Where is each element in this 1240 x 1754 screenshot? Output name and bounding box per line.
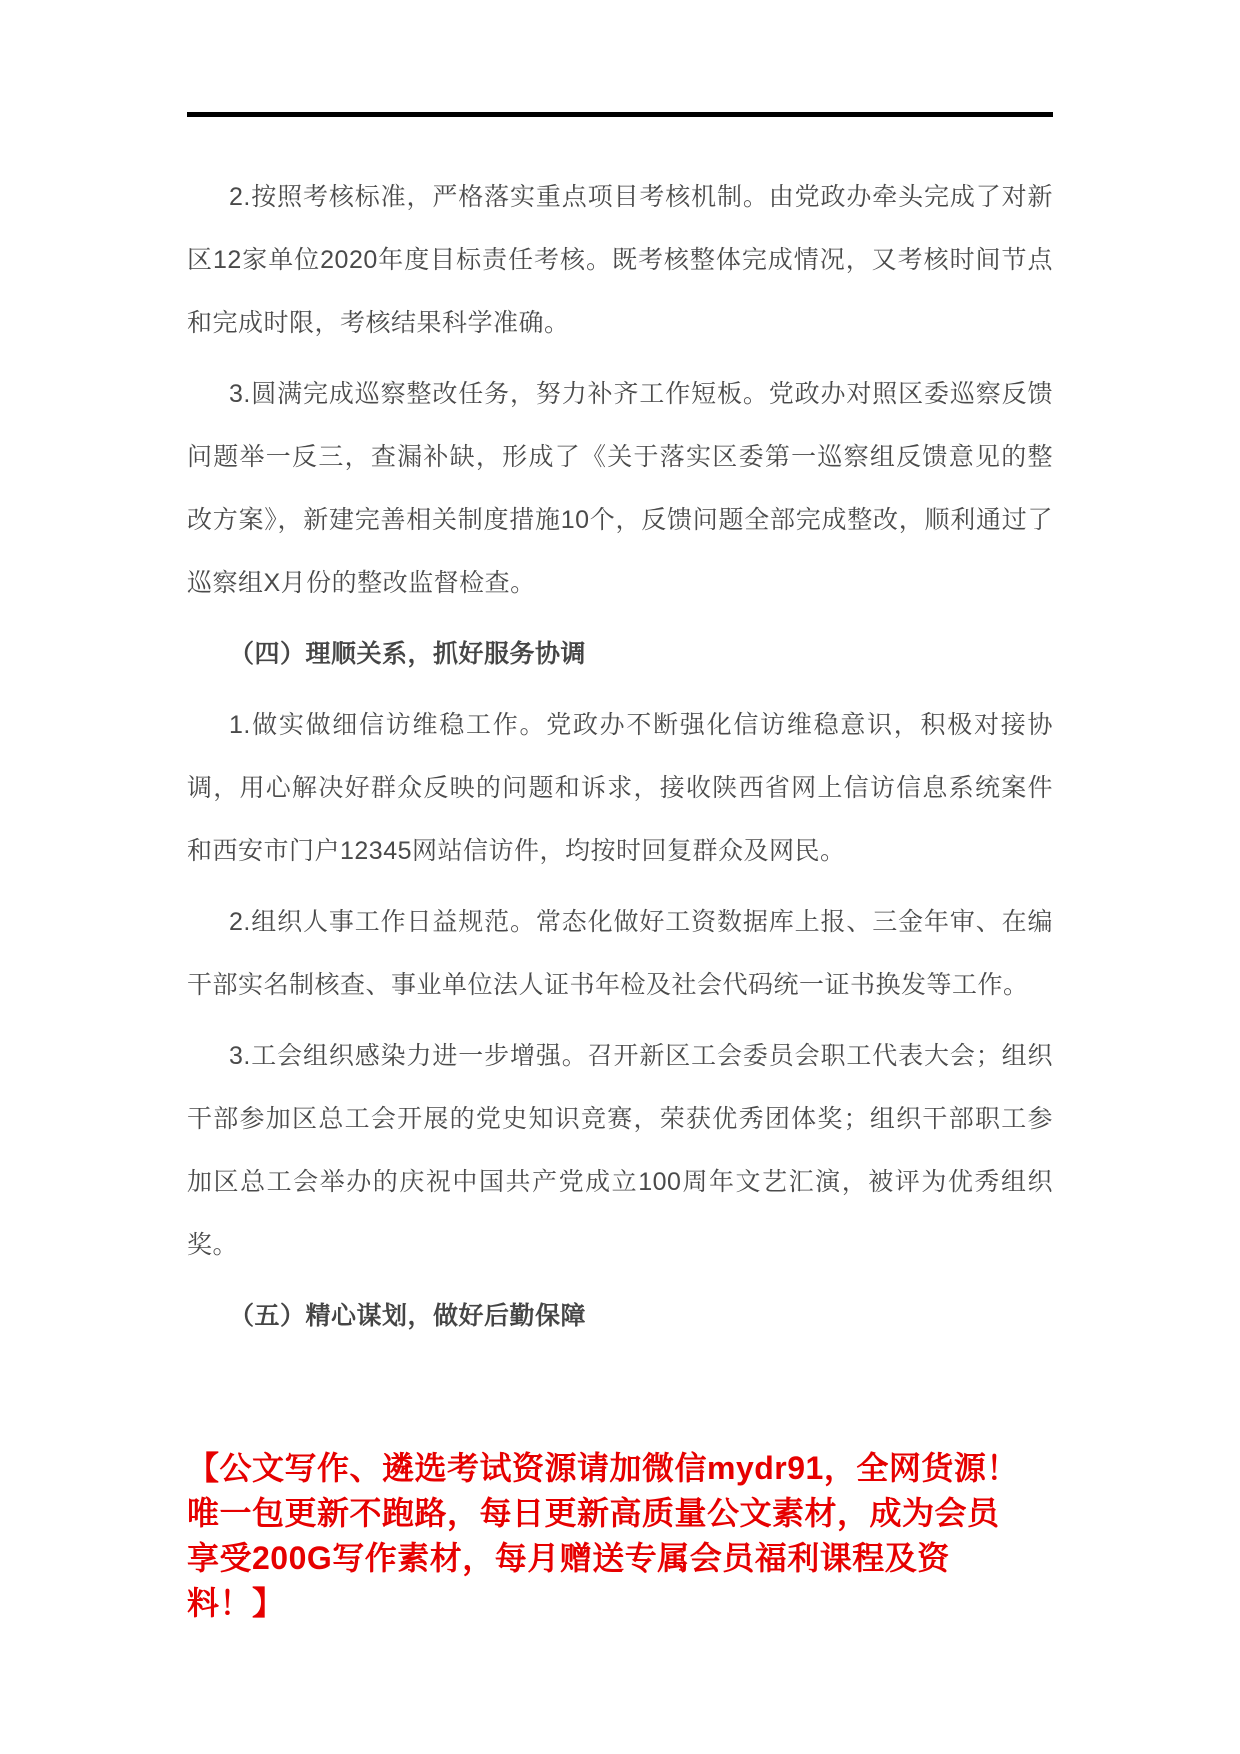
promo-text-block (187, 1446, 1053, 1626)
promo-line: 享受200G写作素材，每月赠送专属会员福利课程及资 (187, 1540, 950, 1576)
section-heading: （五）精心谋划，做好后勤保障 (229, 1302, 587, 1330)
body-paragraph: 2.按照考核标准，严格落实重点项目考核机制。由党政办牵头完成了对新区12家单位2020年度目标责任考核。既考核整体完成情况，又考核时间节点和完成时限，考核结果科学准确。 (187, 183, 1053, 337)
section-heading: （四）理顺关系，抓好服务协调 (229, 640, 587, 668)
promo-line: 【公文写作、遴选考试资源请加微信mydr91，全网货源！ (187, 1450, 1019, 1486)
body-paragraph: 3.工会组织感染力进一步增强。召开新区工会委员会职工代表大会；组织干部参加区总工会开展的党史知识竞赛，荣获优秀团体奖；组织干部职工参加区总工会举办的庆祝中国共产党成立100周年文艺汇演，被评为优秀组织奖。 (187, 1042, 1053, 1259)
document-page (187, 0, 1053, 1626)
body-paragraph: 2.组织人事工作日益规范。常态化做好工资数据库上报、三金年审、在编干部实名制核查、事业单位法人证书年检及社会代码统一证书换发等工作。 (187, 908, 1053, 999)
body-paragraph: 3.圆满完成巡察整改任务，努力补齐工作短板。党政办对照区委巡察反馈问题举一反三，查漏补缺，形成了《关于落实区委第一巡察组反馈意见的整改方案》，新建完善相关制度措施10个，反馈问题全部完成整改，顺利通过了巡察组X月份的整改监督检查。 (187, 380, 1053, 597)
promo-line: 唯一包更新不跑路，每日更新高质量公文素材，成为会员 (187, 1495, 1000, 1531)
body-paragraph: 1.做实做细信访维稳工作。党政办不断强化信访维稳意识，积极对接协调，用心解决好群众反映的问题和诉求，接收陕西省网上信访信息系统案件和西安市门户12345网站信访件，均按时回复群众及网民。 (187, 711, 1053, 865)
horizontal-rule (187, 112, 1053, 117)
promo-line: 料！】 (187, 1585, 285, 1621)
document-body (187, 166, 1053, 1348)
